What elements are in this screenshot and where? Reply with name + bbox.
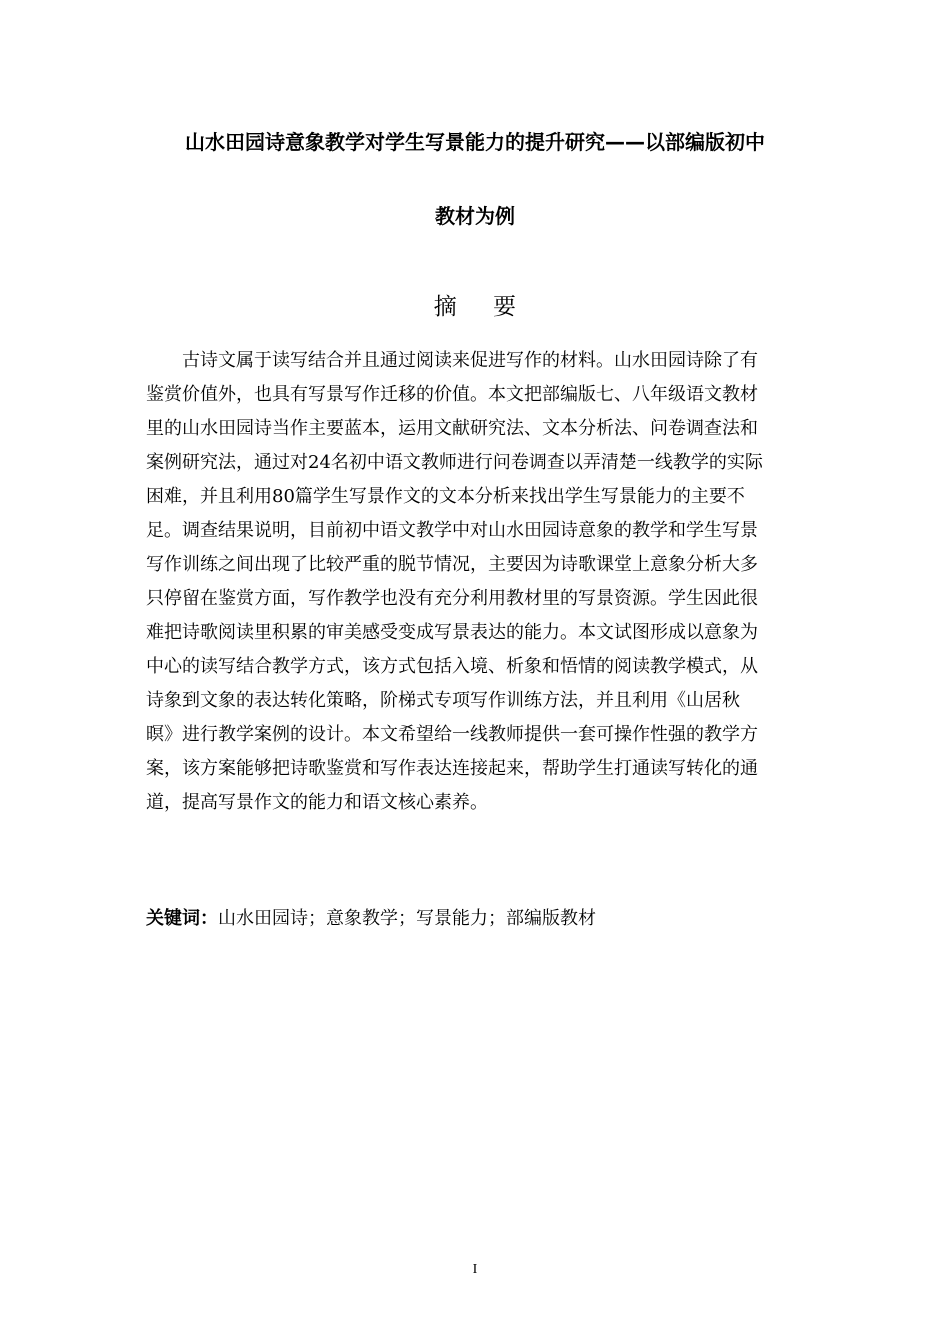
- abstract-heading-char-1: 摘: [433, 294, 457, 320]
- thesis-title-line-2: 教材为例: [435, 204, 515, 228]
- abstract-line: 鉴赏价值外，也具有写景写作迁移的价值。本文把部编版七、八年级语文教材: [146, 384, 758, 405]
- abstract-line: 只停留在鉴赏方面，写作教学也没有充分利用教材里的写景资源。学生因此很: [146, 588, 758, 609]
- keywords-label: 关键词：: [146, 908, 218, 929]
- abstract-line: 古诗文属于读写结合并且通过阅读来促进写作的材料。山水田园诗除了有: [146, 350, 758, 371]
- keywords-text: 山水田园诗；意象教学；写景能力；部编版教材: [218, 908, 596, 929]
- abstract-line: 写作训练之间出现了比较严重的脱节情况，主要因为诗歌课堂上意象分析大多: [146, 554, 758, 575]
- keywords-line: [146, 904, 596, 934]
- abstract-line: 案例研究法，通过对24名初中语文教师进行问卷调查以弄清楚一线教学的实际: [146, 452, 763, 473]
- abstract-heading-char-2: 要: [493, 294, 517, 320]
- abstract-line: 中心的读写结合教学方式，该方式包括入境、析象和悟情的阅读教学模式，从: [146, 656, 758, 677]
- abstract-paragraph: [146, 344, 806, 820]
- thesis-title-line-1: 山水田园诗意象教学对学生写景能力的提升研究——以部编版初中: [185, 130, 765, 154]
- abstract-line: 道，提高写景作文的能力和语文核心素养。: [146, 792, 488, 813]
- abstract-heading: [0, 288, 950, 321]
- abstract-line: 里的山水田园诗当作主要蓝本，运用文献研究法、文本分析法、问卷调查法和: [146, 418, 758, 439]
- abstract-line: 诗象到文象的表达转化策略，阶梯式专项写作训练方法，并且利用《山居秋: [146, 690, 740, 711]
- abstract-line: 暝》进行教学案例的设计。本文希望给一线教师提供一套可操作性强的教学方: [146, 724, 758, 745]
- abstract-line: 难把诗歌阅读里积累的审美感受变成写景表达的能力。本文试图形成以意象为: [146, 622, 758, 643]
- page-number: I: [472, 1262, 478, 1277]
- abstract-line: 困难，并且利用80篇学生写景作文的文本分析来找出学生写景能力的主要不: [146, 486, 745, 507]
- abstract-line: 足。调查结果说明，目前初中语文教学中对山水田园诗意象的教学和学生写景: [146, 520, 758, 541]
- abstract-line: 案，该方案能够把诗歌鉴赏和写作表达连接起来，帮助学生打通读写转化的通: [146, 758, 758, 779]
